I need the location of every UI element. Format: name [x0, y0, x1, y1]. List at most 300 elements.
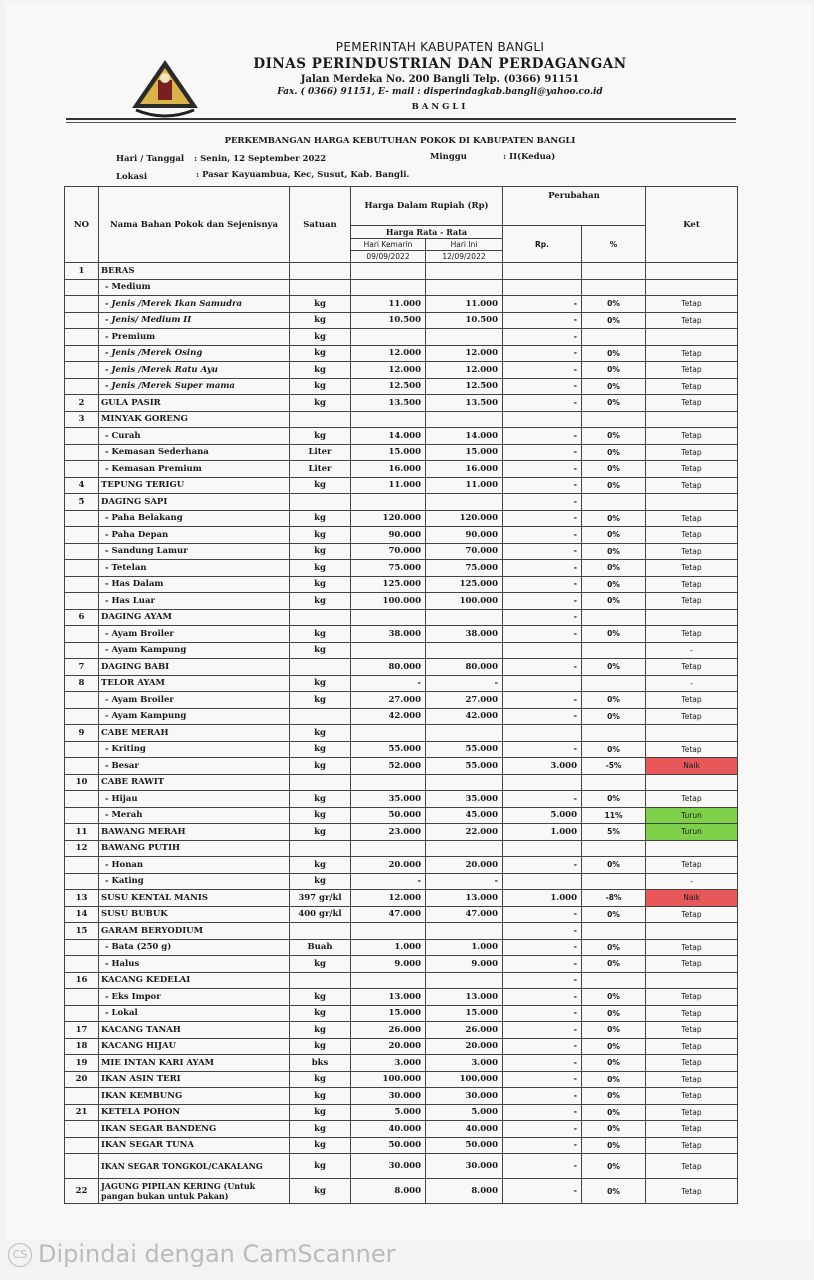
- row-unit: kg: [314, 381, 326, 392]
- cell-unit: [290, 1104, 351, 1121]
- cell-i: [426, 675, 503, 692]
- row-change-percent: 0%: [607, 431, 620, 441]
- cell-p: [582, 329, 646, 346]
- table-row: [65, 279, 738, 296]
- cell-no: [65, 906, 99, 923]
- cell-unit: [290, 972, 351, 989]
- row-note: Tetap: [681, 1091, 702, 1101]
- cell-ket: [646, 510, 738, 527]
- cell-unit: [290, 692, 351, 709]
- cell-unit: [290, 725, 351, 742]
- row-price-today: 12.500: [465, 381, 499, 392]
- row-price-today: 11.000: [465, 298, 499, 309]
- cell-ket: [646, 494, 738, 511]
- row-price-yesterday: 13.000: [388, 991, 421, 1002]
- row-unit: kg: [314, 1090, 326, 1101]
- row-no: 21: [75, 1107, 88, 1118]
- table-row: [65, 824, 738, 841]
- row-no: 8: [78, 678, 85, 689]
- cell-unit: [290, 279, 351, 296]
- cell-rp: [503, 659, 582, 676]
- row-change-rp: -: [573, 348, 578, 359]
- row-note: Tetap: [681, 695, 702, 705]
- cell-ket: [646, 560, 738, 577]
- report-title: PERKEMBANGAN HARGA KEBUTUHAN POKOK DI KABUPATEN BANGLI: [224, 136, 576, 146]
- header-price: Harga Dalam Rupiah (Rp): [351, 187, 503, 226]
- bullet-dash: -: [105, 942, 112, 953]
- cell-name: [99, 263, 290, 280]
- cell-rp: [503, 708, 582, 725]
- row-change-rp: -: [573, 364, 578, 375]
- cell-p: [582, 824, 646, 841]
- cell-ket: [646, 1154, 738, 1179]
- row-note: Tetap: [681, 711, 702, 721]
- cell-p: [582, 857, 646, 874]
- row-change-rp: -: [573, 661, 578, 672]
- row-item-name: Halus: [111, 958, 140, 969]
- cell-ket: [646, 395, 738, 412]
- bullet-dash: -: [105, 513, 112, 524]
- cell-no: [65, 477, 99, 494]
- cell-i: [426, 972, 503, 989]
- row-price-today: 40.000: [465, 1123, 499, 1134]
- row-change-rp: 5.000: [550, 810, 578, 821]
- header-divider: [66, 118, 736, 120]
- row-item-name: Jenis /Merek Super mama: [111, 381, 235, 392]
- row-no: 1: [78, 265, 85, 276]
- cell-rp: [503, 923, 582, 940]
- cell-unit: [290, 1154, 351, 1179]
- table-row: [65, 741, 738, 758]
- row-price-today: 13.500: [465, 397, 499, 408]
- row-no: 12: [75, 843, 88, 854]
- cell-unit: [290, 1179, 351, 1204]
- cell-unit: [290, 989, 351, 1006]
- cell-unit: [290, 1088, 351, 1105]
- cell-p: [582, 527, 646, 544]
- cell-p: [582, 279, 646, 296]
- cell-k: [351, 725, 426, 742]
- cell-name: [99, 1038, 290, 1055]
- cell-no: [65, 675, 99, 692]
- row-price-today: 47.000: [465, 909, 499, 920]
- row-price-today: 5.000: [471, 1107, 499, 1118]
- cell-i: [426, 543, 503, 560]
- cell-ket: [646, 609, 738, 626]
- cell-name: [99, 378, 290, 395]
- row-price-today: 11.000: [465, 480, 499, 491]
- cell-unit: [290, 593, 351, 610]
- cell-rp: [503, 1005, 582, 1022]
- bullet-dash: -: [105, 595, 112, 606]
- row-change-rp: -: [573, 925, 578, 936]
- row-change-rp: -: [573, 975, 578, 986]
- row-unit: kg: [314, 628, 326, 639]
- cell-ket: [646, 1121, 738, 1138]
- cell-k: [351, 774, 426, 791]
- cell-i: [426, 807, 503, 824]
- row-no: 6: [78, 612, 85, 623]
- cell-rp: [503, 1088, 582, 1105]
- table-row: [65, 1154, 738, 1179]
- cell-name: [99, 1022, 290, 1039]
- row-price-today: 12.000: [465, 364, 499, 375]
- cell-ket: [646, 890, 738, 907]
- cell-k: [351, 1154, 426, 1179]
- cell-name: [99, 593, 290, 610]
- table-row: [65, 428, 738, 445]
- cell-i: [426, 659, 503, 676]
- cell-ket: [646, 956, 738, 973]
- cell-p: [582, 890, 646, 907]
- row-price-yesterday: 42.000: [388, 711, 421, 722]
- row-price-today: 120.000: [459, 513, 499, 524]
- header-date-today: 12/09/2022: [426, 251, 503, 263]
- row-no: 14: [75, 909, 88, 920]
- cell-k: [351, 461, 426, 478]
- row-price-yesterday: 20.000: [388, 1041, 421, 1052]
- table-row: [65, 527, 738, 544]
- header-city: BANGLI: [411, 102, 469, 112]
- cell-no: [65, 461, 99, 478]
- table-row: [65, 593, 738, 610]
- row-item-name: MINYAK GORENG: [101, 414, 188, 425]
- bangli-regency-emblem: [130, 58, 200, 120]
- cell-name: [99, 609, 290, 626]
- cell-unit: [290, 840, 351, 857]
- cell-k: [351, 956, 426, 973]
- row-change-percent: 0%: [607, 579, 620, 589]
- cell-k: [351, 362, 426, 379]
- row-note: Tetap: [681, 1008, 702, 1018]
- row-price-yesterday: 16.000: [388, 463, 421, 474]
- cell-unit: [290, 741, 351, 758]
- cell-rp: [503, 692, 582, 709]
- cell-p: [582, 873, 646, 890]
- cell-rp: [503, 411, 582, 428]
- row-change-rp: 1.000: [550, 826, 578, 837]
- cell-p: [582, 494, 646, 511]
- cell-rp: [503, 725, 582, 742]
- row-note: Tetap: [681, 398, 702, 408]
- cell-no: [65, 411, 99, 428]
- row-unit: Liter: [308, 447, 332, 458]
- cell-p: [582, 263, 646, 280]
- row-price-yesterday: 11.000: [388, 480, 421, 491]
- row-price-today: 16.000: [465, 463, 499, 474]
- cell-no: [65, 362, 99, 379]
- header-today: Hari Ini: [426, 239, 503, 251]
- row-note: Tetap: [681, 662, 702, 672]
- cell-ket: [646, 659, 738, 676]
- cell-unit: [290, 675, 351, 692]
- cell-rp: [503, 1137, 582, 1154]
- row-note: Tetap: [681, 530, 702, 540]
- cell-unit: [290, 807, 351, 824]
- row-price-yesterday: 35.000: [388, 793, 421, 804]
- row-item-name: CABE MERAH: [101, 727, 169, 738]
- cell-no: [65, 444, 99, 461]
- row-change-rp: 1.000: [550, 892, 578, 903]
- bullet-dash: -: [105, 298, 112, 309]
- cell-no: [65, 1038, 99, 1055]
- row-item-name: DAGING AYAM: [101, 612, 172, 623]
- table-row: [65, 708, 738, 725]
- row-price-yesterday: 5.000: [394, 1107, 421, 1118]
- table-row: [65, 956, 738, 973]
- cell-ket: [646, 576, 738, 593]
- cell-name: [99, 527, 290, 544]
- cell-unit: [290, 890, 351, 907]
- bullet-dash: -: [105, 711, 112, 722]
- row-change-percent: 0%: [607, 513, 620, 523]
- row-change-percent: 0%: [607, 398, 620, 408]
- cell-no: [65, 329, 99, 346]
- row-change-percent: 0%: [607, 596, 620, 606]
- cell-k: [351, 675, 426, 692]
- cell-no: [65, 1071, 99, 1088]
- row-change-percent: 0%: [607, 695, 620, 705]
- cell-k: [351, 857, 426, 874]
- cell-i: [426, 444, 503, 461]
- row-no: 15: [75, 925, 88, 936]
- row-unit: kg: [314, 958, 326, 969]
- row-price-yesterday: 23.000: [388, 826, 421, 837]
- row-unit: kg: [314, 694, 326, 705]
- cell-name: [99, 791, 290, 808]
- row-item-name: Premium: [111, 331, 156, 342]
- cell-ket: [646, 593, 738, 610]
- cell-rp: [503, 461, 582, 478]
- cell-unit: [290, 494, 351, 511]
- row-note: Naik: [683, 893, 700, 903]
- row-unit: kg: [314, 562, 326, 573]
- row-no: 11: [75, 826, 88, 837]
- bullet-dash: -: [105, 876, 112, 887]
- row-change-rp: -: [573, 562, 578, 573]
- row-change-percent: 0%: [607, 711, 620, 721]
- row-item-name: IKAN SEGAR TONGKOL/CAKALANG: [101, 1161, 263, 1171]
- cell-p: [582, 576, 646, 593]
- row-note: Tetap: [681, 744, 702, 754]
- row-change-rp: -: [573, 711, 578, 722]
- row-change-rp: -: [573, 1057, 578, 1068]
- cell-i: [426, 477, 503, 494]
- row-note: Tetap: [681, 860, 702, 870]
- row-price-today: 55.000: [465, 744, 499, 755]
- header-note: Ket: [646, 187, 738, 263]
- cell-no: [65, 263, 99, 280]
- cell-i: [426, 923, 503, 940]
- row-no: 18: [75, 1041, 88, 1052]
- cell-i: [426, 609, 503, 626]
- row-note: Tetap: [681, 381, 702, 391]
- bullet-dash: -: [105, 364, 112, 375]
- cell-k: [351, 1121, 426, 1138]
- row-unit: kg: [314, 546, 326, 557]
- row-no: 17: [75, 1024, 88, 1035]
- row-price-yesterday: 120.000: [382, 513, 421, 524]
- cell-ket: [646, 923, 738, 940]
- row-note: Tetap: [681, 1058, 702, 1068]
- row-note: Tetap: [681, 1041, 702, 1051]
- cell-rp: [503, 741, 582, 758]
- row-note: Tetap: [681, 431, 702, 441]
- cell-rp: [503, 345, 582, 362]
- row-price-today: 35.000: [465, 793, 499, 804]
- row-price-today: 3.000: [471, 1057, 499, 1068]
- cell-k: [351, 642, 426, 659]
- cell-k: [351, 263, 426, 280]
- row-unit: kg: [314, 1140, 326, 1151]
- cell-p: [582, 659, 646, 676]
- cell-p: [582, 1071, 646, 1088]
- row-unit: kg: [314, 315, 326, 326]
- cell-ket: [646, 708, 738, 725]
- cell-unit: [290, 923, 351, 940]
- cell-no: [65, 560, 99, 577]
- cell-unit: [290, 444, 351, 461]
- cell-unit: [290, 428, 351, 445]
- cell-unit: [290, 758, 351, 775]
- row-item-name: Lokal: [111, 1008, 138, 1019]
- cell-rp: [503, 593, 582, 610]
- row-change-percent: 0%: [607, 1074, 620, 1084]
- table-row: [65, 362, 738, 379]
- row-no: 2: [78, 397, 85, 408]
- row-unit: kg: [314, 430, 326, 441]
- row-item-name: Ayam Broiler: [111, 694, 174, 705]
- row-item-name: Ayam Kampung: [111, 711, 187, 722]
- cell-k: [351, 708, 426, 725]
- cell-k: [351, 972, 426, 989]
- row-unit: Buah: [307, 942, 333, 953]
- row-note: Turun: [681, 827, 702, 837]
- table-row: [65, 576, 738, 593]
- row-note: Tetap: [681, 596, 702, 606]
- row-change-percent: 0%: [607, 546, 620, 556]
- cell-no: [65, 840, 99, 857]
- cell-unit: [290, 939, 351, 956]
- cell-ket: [646, 906, 738, 923]
- row-price-today: 75.000: [465, 562, 499, 573]
- table-row: [65, 494, 738, 511]
- cell-rp: [503, 1154, 582, 1179]
- bullet-dash: -: [105, 645, 112, 656]
- cell-i: [426, 494, 503, 511]
- cell-i: [426, 906, 503, 923]
- row-price-yesterday: 80.000: [388, 661, 421, 672]
- camscanner-watermark: [8, 1240, 396, 1268]
- cell-ket: [646, 725, 738, 742]
- bullet-dash: -: [105, 331, 112, 342]
- row-change-percent: 0%: [607, 1107, 620, 1117]
- row-price-today: 13.000: [465, 892, 499, 903]
- cell-ket: [646, 527, 738, 544]
- row-item-name: Ayam Broiler: [111, 628, 174, 639]
- row-unit: kg: [314, 579, 326, 590]
- cell-p: [582, 1005, 646, 1022]
- row-change-rp: -: [573, 331, 578, 342]
- row-unit: kg: [314, 727, 326, 738]
- row-unit: kg: [314, 744, 326, 755]
- cell-name: [99, 692, 290, 709]
- cell-ket: [646, 312, 738, 329]
- row-item-name: TELOR AYAM: [101, 678, 165, 689]
- day-label: Hari / Tanggal: [116, 154, 185, 164]
- cell-no: [65, 807, 99, 824]
- row-item-name: Jenis /Merek Ratu Ayu: [111, 364, 218, 375]
- cell-p: [582, 593, 646, 610]
- row-item-name: KACANG KEDELAI: [101, 975, 191, 986]
- cell-rp: [503, 527, 582, 544]
- table-row: [65, 1179, 738, 1204]
- cell-p: [582, 774, 646, 791]
- row-change-rp: -: [573, 628, 578, 639]
- cell-i: [426, 939, 503, 956]
- cell-rp: [503, 857, 582, 874]
- cell-no: [65, 527, 99, 544]
- table-row: [65, 939, 738, 956]
- cell-p: [582, 362, 646, 379]
- row-note: Tetap: [681, 480, 702, 490]
- row-unit: kg: [314, 364, 326, 375]
- cell-i: [426, 626, 503, 643]
- cell-unit: [290, 1022, 351, 1039]
- table-row: [65, 692, 738, 709]
- row-change-rp: -: [573, 694, 578, 705]
- cell-k: [351, 576, 426, 593]
- row-change-percent: 0%: [607, 1186, 620, 1196]
- cell-k: [351, 609, 426, 626]
- row-item-name: TEPUNG TERIGU: [101, 480, 185, 491]
- cell-no: [65, 576, 99, 593]
- cell-k: [351, 1088, 426, 1105]
- cell-i: [426, 989, 503, 1006]
- cell-name: [99, 1005, 290, 1022]
- row-note: Tetap: [681, 629, 702, 639]
- row-change-percent: 5%: [607, 827, 620, 837]
- cell-ket: [646, 1137, 738, 1154]
- row-no: 5: [78, 496, 85, 507]
- cell-no: [65, 725, 99, 742]
- bullet-dash: -: [105, 991, 112, 1002]
- cell-p: [582, 1038, 646, 1055]
- cell-k: [351, 741, 426, 758]
- row-change-rp: -: [573, 546, 578, 557]
- row-price-yesterday: 50.000: [388, 810, 421, 821]
- cell-no: [65, 1121, 99, 1138]
- cell-k: [351, 1104, 426, 1121]
- cell-p: [582, 378, 646, 395]
- cell-i: [426, 857, 503, 874]
- cell-ket: [646, 791, 738, 808]
- table-row: [65, 1071, 738, 1088]
- cell-unit: [290, 543, 351, 560]
- cell-rp: [503, 824, 582, 841]
- cell-i: [426, 1154, 503, 1179]
- row-unit: kg: [314, 1107, 326, 1118]
- row-price-yesterday: 13.500: [388, 397, 421, 408]
- row-item-name: IKAN SEGAR TUNA: [101, 1140, 194, 1151]
- cell-no: [65, 1179, 99, 1204]
- row-change-rp: -: [573, 397, 578, 408]
- cell-i: [426, 774, 503, 791]
- bullet-dash: -: [105, 562, 112, 573]
- cell-no: [65, 890, 99, 907]
- cell-i: [426, 560, 503, 577]
- cell-k: [351, 939, 426, 956]
